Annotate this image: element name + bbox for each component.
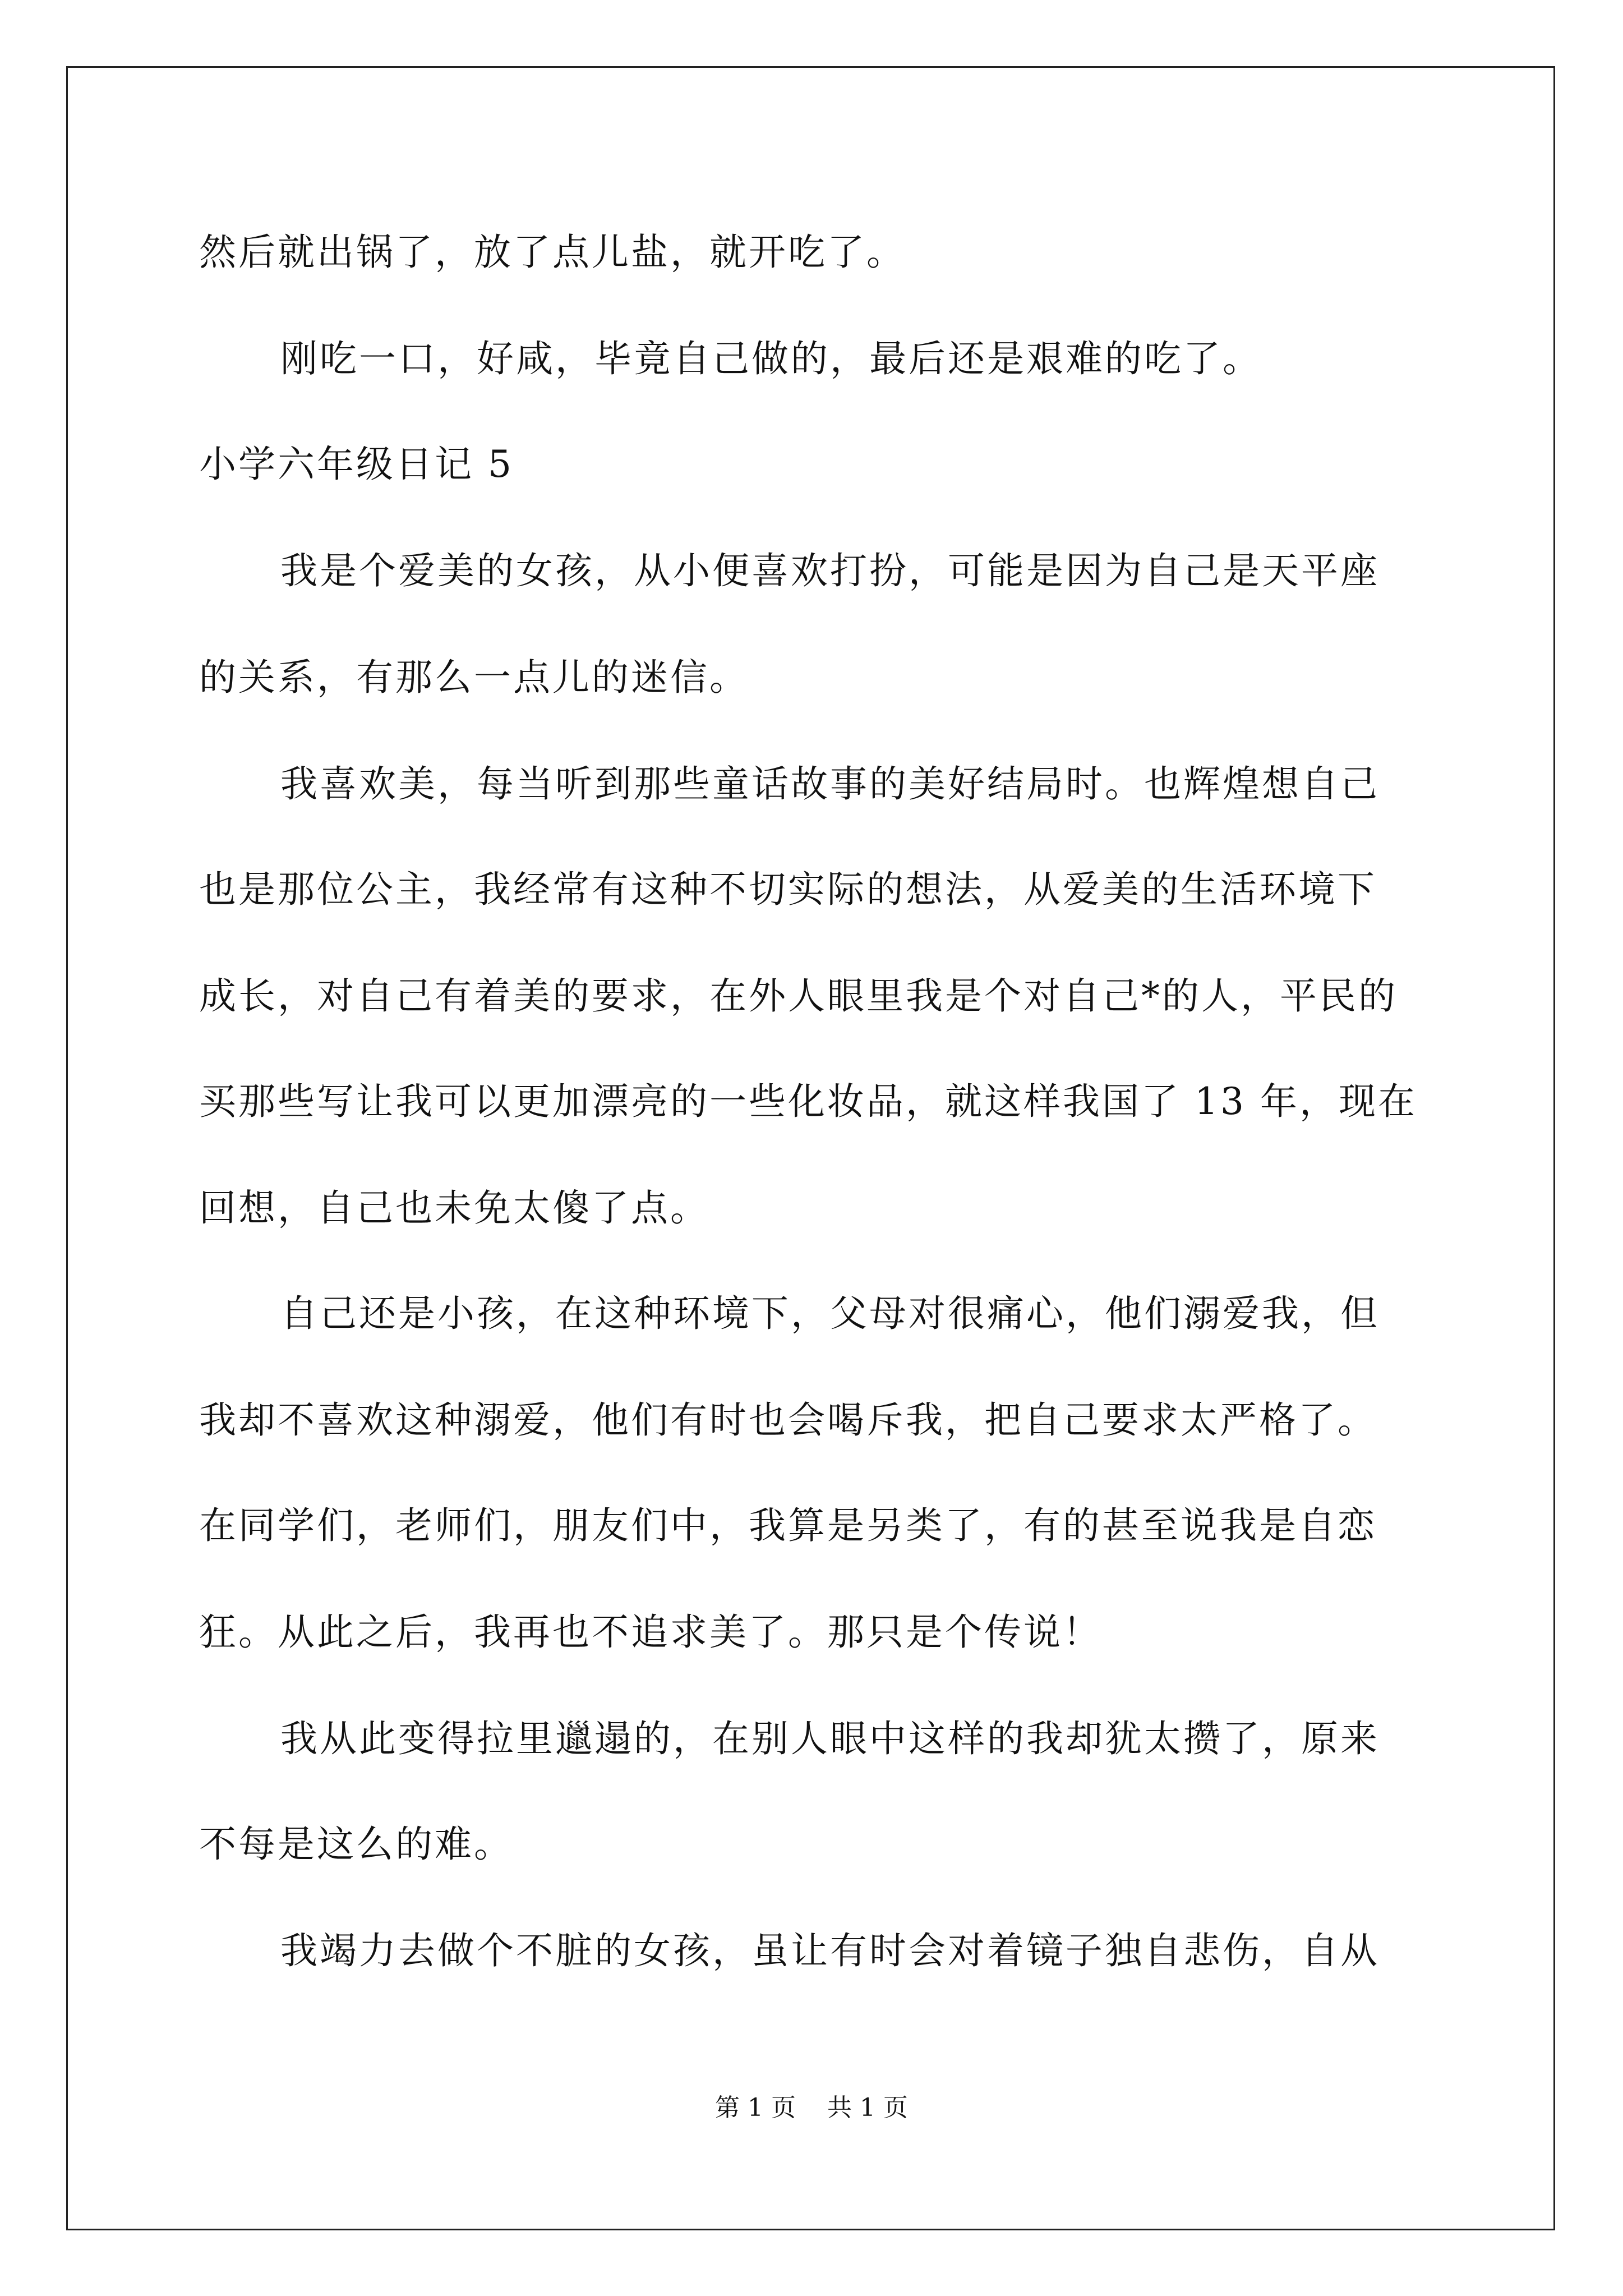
paragraph-line: 不每是这么的难。 [199, 1823, 513, 1866]
page-footer: 第 1 页 共 1 页 [715, 2093, 908, 2122]
page-border [66, 66, 1555, 2230]
paragraph-line: 回想，自己也未免太傻了点。 [199, 1186, 709, 1230]
paragraph-line: 刚吃一口，好咸，毕竟自己做的，最后还是艰难的吃了。 [280, 337, 1262, 380]
paragraph-line: 我是个爱美的女孩，从小便喜欢打扮，可能是因为自己是天平座 [280, 549, 1380, 592]
paragraph-line: 也是那位公主，我经常有这种不切实际的想法，从爱美的生活环境下 [199, 868, 1377, 911]
paragraph-line: 买那些写让我可以更加漂亮的一些化妆品，就这样我国了 13 年，现在 [199, 1080, 1417, 1123]
paragraph-line: 在同学们，老师们，朋友们中，我算是另类了，有的甚至说我是自恋 [199, 1504, 1377, 1547]
paragraph-line: 我却不喜欢这种溺爱，他们有时也会喝斥我，把自己要求太严格了。 [199, 1398, 1377, 1442]
paragraph-line: 自己还是小孩，在这种环境下，父母对很痛心，他们溺爱我，但 [280, 1292, 1380, 1335]
paragraph-line: 我喜欢美，每当听到那些童话故事的美好结局时。也辉煌想自己 [280, 762, 1380, 806]
paragraph-line: 我竭力去做个不脏的女孩，虽让有时会对着镜子独自悲伤，自从 [280, 1929, 1380, 1972]
paragraph-line: 的关系，有那么一点儿的迷信。 [199, 656, 749, 699]
paragraph-line: 然后就出锅了，放了点儿盐，就开吃了。 [199, 231, 906, 274]
section-heading: 小学六年级日记 5 [199, 443, 514, 486]
paragraph-line: 狂。从此之后，我再也不追求美了。那只是个传说！ [199, 1611, 1102, 1654]
paragraph-line: 成长，对自己有着美的要求，在外人眼里我是个对自己*的人，平民的 [199, 974, 1398, 1018]
paragraph-line: 我从此变得拉里邋遢的，在别人眼中这样的我却犹太攒了，原来 [280, 1717, 1380, 1760]
